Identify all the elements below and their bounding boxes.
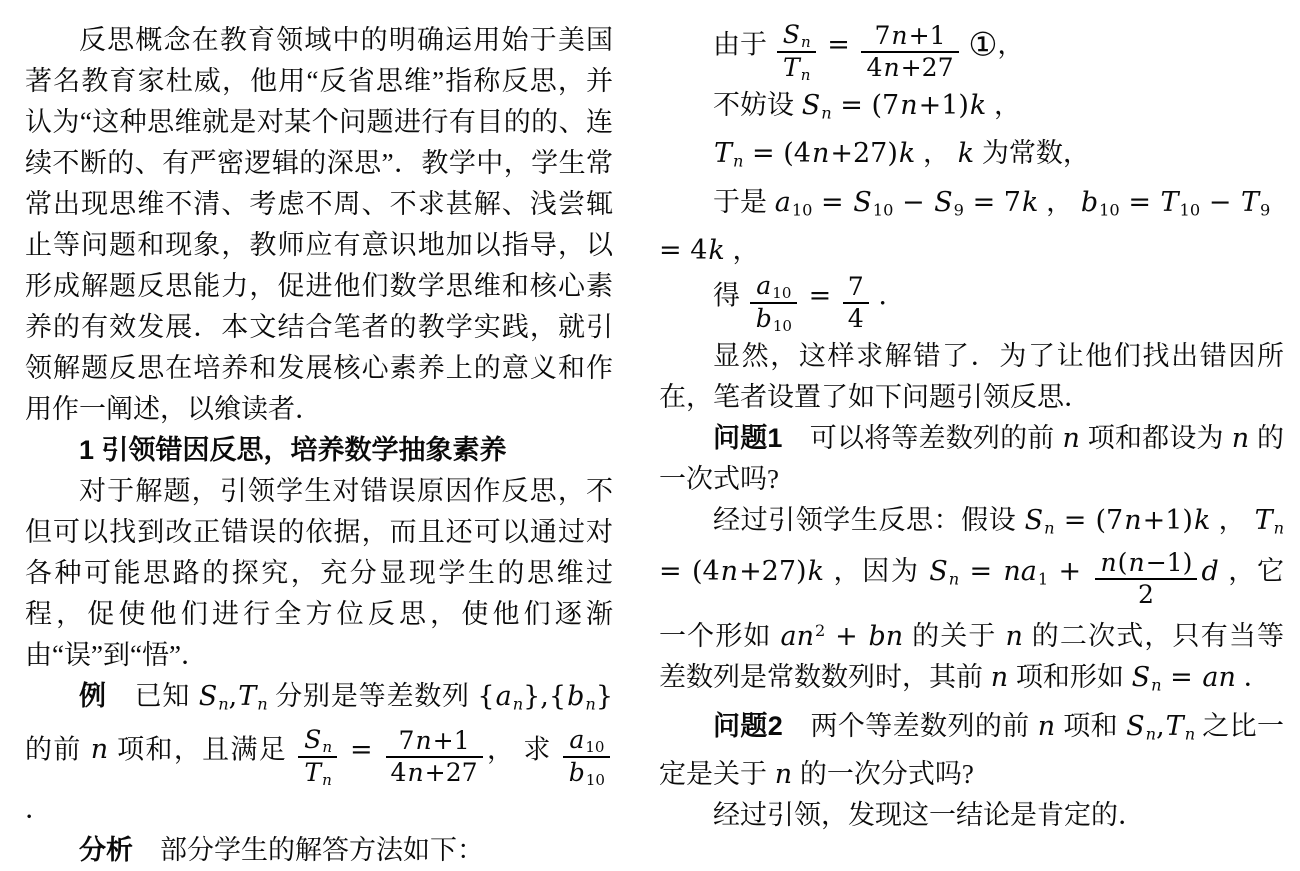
left-column [25,20,613,871]
text-run: 项和都设为 [1080,422,1231,453]
text-run: = [340,733,383,765]
question-2-conclusion-paragraph [659,795,1284,836]
text-run: },{ [523,681,567,712]
text-run: 10 [872,200,894,220]
analysis-paragraph [25,830,613,871]
text-run: ． [1236,662,1271,693]
text-run: +1 [908,21,946,51]
text-run: 9 [1259,200,1271,220]
text-run: n [1151,675,1162,695]
text-run: a [756,271,772,301]
text-run: 分析 [79,835,133,866]
text-run: T [304,757,322,787]
text-run: 经过引领学生反思：假设 [713,504,1024,535]
fraction [861,21,958,83]
text-run: S [934,186,953,218]
text-run: d [1201,556,1219,588]
text-run: 4 [847,304,864,334]
text-run: 项和，且满足 [109,733,296,764]
text-run: = (4 [659,556,720,588]
text-run: } [595,681,613,712]
text-run: 问题2 [713,710,783,741]
text-run: n [800,66,811,85]
text-run: n [1062,422,1080,454]
text-run: 的关于 [904,621,1005,652]
text-run: = 4 [659,235,708,267]
text-run: = [799,280,840,312]
text-run: − [1200,186,1240,218]
text-run: an [1202,662,1236,694]
text-run: a [569,724,585,754]
question-1-reflection-paragraph [659,500,1284,706]
text-run: b [567,681,585,712]
text-run: na [1003,556,1037,588]
text-run: n [407,757,424,787]
solution-step-assume-tn [659,133,1284,182]
text-run: n [1273,518,1285,538]
fraction [386,726,483,788]
right-column [659,20,1284,836]
text-run: n [1145,724,1157,744]
text-run: n [1184,724,1196,744]
text-run: ，因为 [824,556,929,587]
text-run: ， [916,138,957,169]
text-run: 由于 [713,29,774,60]
text-run: k [708,235,725,267]
text-run: n [1128,548,1145,578]
fraction [1095,548,1198,610]
circled-one-label: ① [968,27,998,64]
text-run: n [883,53,900,83]
text-run: S [929,556,948,588]
text-run: 项和形如 [1009,662,1131,693]
text-run: = [1119,186,1160,218]
text-run: bn [868,621,904,653]
text-run: 4 [866,53,883,83]
text-run: = 7 [963,186,1021,218]
text-run: ． [25,794,52,825]
text-run: n [948,569,960,589]
text-run: b [568,757,585,787]
fraction [777,20,816,85]
text-run: 问题1 [713,422,783,453]
text-run: 的一次分式吗? [793,759,974,790]
text-run: S [1131,662,1151,694]
text-run: 经过引领，发现这一结论是肯定的． [713,800,1145,831]
fraction [750,271,797,336]
text-run: −1) [1145,548,1193,578]
text-run: 1 引领错因反思，培养数学抽象素养 [79,435,507,465]
section-1-lead-paragraph [25,471,613,676]
example-problem-paragraph [25,676,613,830]
fraction [298,725,337,790]
text-run: n [322,737,333,756]
text-run: T [782,53,800,83]
text-run: n [800,33,811,52]
text-run: 项和 [1056,710,1126,741]
fraction [843,272,869,334]
text-run: 显然，这样求解错了．为了让他们找出错因所在，笔者设置了如下问题引领反思． [659,340,1284,412]
text-run: S [304,724,322,754]
text-run: = (4 [743,138,811,170]
text-run: ， [1211,504,1254,535]
text-run: 的一次式吗? [659,422,1285,494]
text-run: ， [725,235,760,266]
text-run: +1) [918,89,969,121]
error-discussion-paragraph [659,336,1284,418]
text-run: 10 [1179,200,1201,220]
text-run: S [198,681,218,712]
solution-step-given-ratio [659,20,1284,85]
text-run: 9 [953,200,964,220]
text-run: T [714,138,733,170]
text-run: 分别是等差数列 [267,681,478,711]
text-run: 7 [874,21,891,51]
text-run: n [512,694,524,714]
text-run: 10 [585,771,606,789]
text-run: + [825,621,868,653]
text-run: 已知 [106,681,198,711]
text-run: n [1005,621,1023,653]
text-run: 10 [772,317,792,336]
text-run: k [957,138,975,170]
text-run: S [853,186,872,218]
text-run: ， [987,89,1022,120]
text-run: n [821,103,832,123]
text-run: = [959,556,1003,588]
text-run: 2 [815,621,826,641]
text-run: n [257,694,268,714]
text-run: n [218,694,229,714]
text-run: ， [997,29,1025,60]
text-run: 1 [1037,569,1049,589]
text-run: n [1231,422,1250,454]
text-run: T [1165,710,1184,742]
question-1-paragraph [659,418,1284,500]
text-run: 于是 [713,186,774,217]
text-run: n [811,138,830,170]
section-1-heading [25,430,613,471]
text-run: 10 [585,737,605,756]
text-run: k [807,556,824,588]
text-run: ( [1117,548,1128,578]
text-run: n [415,725,432,755]
text-run: = [1161,662,1202,694]
text-run: S [782,20,800,49]
text-run: n [1037,710,1056,742]
text-run: n [585,694,596,714]
text-run: 反思概念在教育领域中的明确运用始于美国著名教育家杜威，他用“反省思维”指称反思，并认为“这种思维就是对某个问题进行有目的的、连续不断的、有严密逻辑的深思”．教学中，学生常常出现思维不清、考虑不周、不求甚解、浅尝辄止等问题和现象，教师应有意识地加以指导，以形成解题反思能力，促进他们数学思维和核心素养的有效发展．本文结合笔者的教学实践，就引领解题反思在培养和发展核心素养上的意义和作用作一阐述，以飨读者． [25,25,613,424]
text-run: − [893,186,934,218]
text-run: n [990,662,1009,694]
text-run: 部分学生的解答方法如下： [133,835,484,866]
text-run: { [477,681,495,712]
text-run: b [1080,186,1099,218]
text-run: 7 [847,272,864,302]
text-run: 可以将等差数列的前 [782,422,1062,453]
text-run: k [1021,186,1039,218]
text-run: 10 [772,284,792,303]
text-run: +27) [739,556,807,588]
text-run: S [1126,710,1145,742]
text-run: , [228,681,238,712]
text-run: = [818,29,859,61]
question-2-paragraph [659,706,1284,796]
text-run: ， 求 [485,733,560,764]
text-run: 之比一定是关于 [659,710,1285,790]
text-run: +1 [432,725,470,755]
text-run: 的前 [25,733,90,764]
text-run: b [755,304,772,334]
text-run: 2 [1137,580,1154,610]
text-run: = (7 [1054,504,1124,536]
text-run: +1) [1142,504,1193,536]
text-run: n [733,151,744,171]
text-run: 对于解题，引领学生对错误原因作反思，不但可以找到改正错误的依据，而且还可以通过对各种可能思路的探究，充分显现学生的思维过程，促使他们进行全方位反思，使他们逐渐由“误”到“悟”． [25,476,613,670]
text-run: +27) [830,138,898,170]
text-run: ． [871,280,906,311]
text-run: +27 [424,757,478,787]
text-run: k [898,138,916,170]
text-run: n [774,759,793,791]
fraction [563,725,610,790]
text-run: n [1044,518,1055,538]
solution-step-assume-sn [659,85,1284,134]
solution-step-a10-b10 [659,182,1284,272]
text-run: 4 [390,757,407,787]
text-run: 7 [398,725,415,755]
text-run: ， [1039,186,1080,217]
text-run: , [1156,710,1165,742]
text-run: a [774,186,791,218]
text-run: a [495,681,512,712]
text-run: n [90,733,109,765]
text-run: +27 [900,53,954,83]
text-run: S [1024,504,1044,536]
text-run: T [238,681,257,712]
text-run: n [720,556,739,588]
text-run: T [1254,504,1273,536]
text-run: 为常数， [975,138,1090,169]
text-run: n [900,89,918,121]
text-run: k [1193,504,1211,536]
text-run: T [1160,186,1179,218]
text-run: 例 [79,681,107,711]
text-run: + [1048,556,1092,588]
text-run: = [812,186,853,218]
text-run: n [322,771,332,789]
text-run: n [891,21,908,51]
text-run: 两个等差数列的前 [782,710,1037,741]
text-run: 不妨设 [713,89,801,120]
text-run: ，它一个形如 [659,556,1284,652]
text-run: k [969,89,987,121]
text-run: 10 [1099,200,1120,220]
text-run: n [1124,504,1142,536]
text-run: T [1240,186,1259,218]
intro-paragraph [25,20,613,430]
solution-step-result [659,271,1284,336]
text-run: an [780,621,815,653]
text-run: 得 [713,280,747,311]
text-run: 10 [791,200,813,220]
text-run: n [1100,548,1117,578]
text-run: S [801,89,821,121]
text-run: 的二次式，只有当等差数列是常数数列时，其前 [659,621,1285,693]
text-run: = (7 [831,89,900,121]
